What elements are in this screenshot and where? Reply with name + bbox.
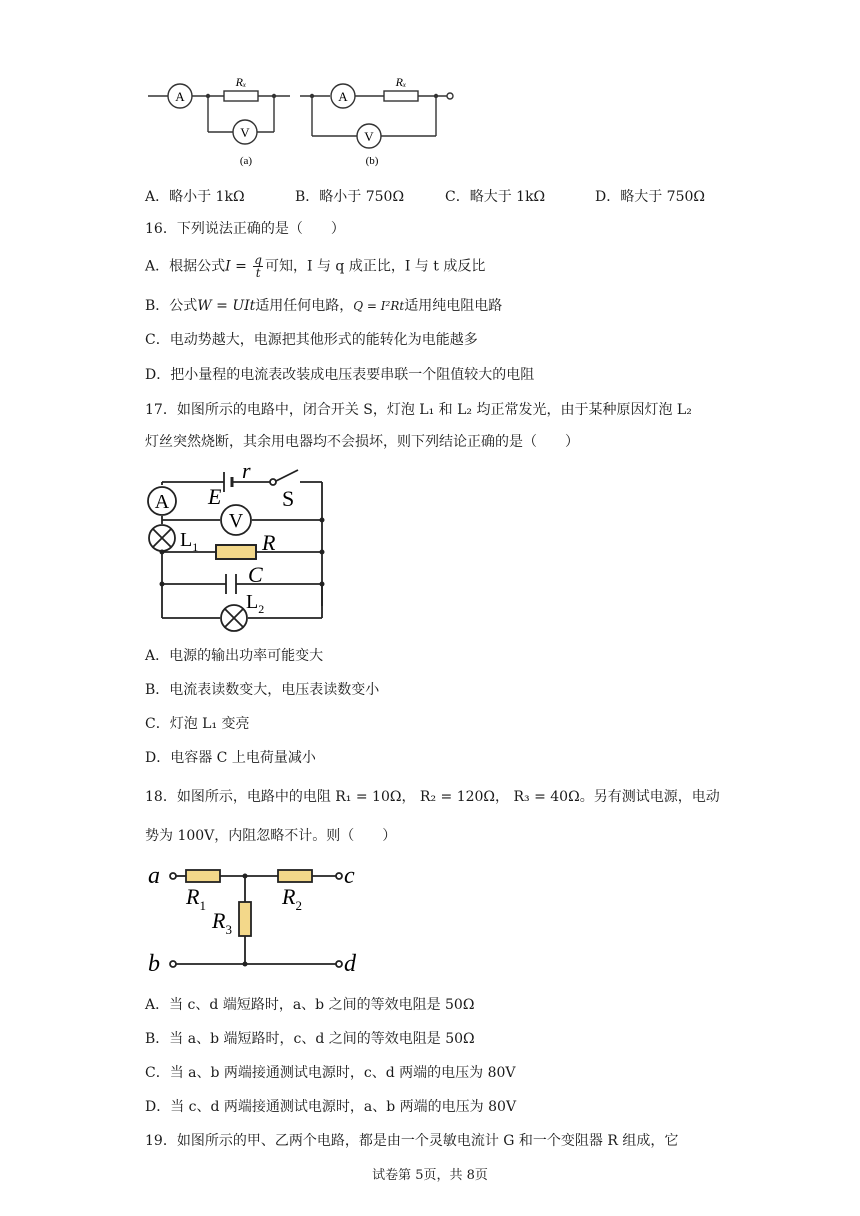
q15-option-d: D．略大于 750Ω (595, 189, 706, 205)
q16-option-c: C．电动势越大，电源把其他形式的能转化为电能越多 (145, 332, 478, 348)
q17-option-c: C．灯泡 L₁ 变亮 (145, 716, 250, 732)
q17-option-d: D．电容器 C 上电荷量减小 (145, 750, 316, 766)
q17-stem-line1: 17．如图所示的电路中，闭合开关 S，灯泡 L₁ 和 L₂ 均正常发光，由于某种原因灯泡 L₂ (145, 402, 692, 418)
voltmeter-b-label: V (364, 129, 374, 144)
terminal-a-label: a (148, 863, 160, 889)
resistor-r-label: R (262, 530, 276, 555)
q18-stem-line2: 势为 100V，内阻忽略不计。则（ ） (145, 828, 397, 844)
resistor-r3-label: $R_3$ (212, 908, 232, 937)
resistor-r1-label: $R_1$ (186, 884, 206, 913)
ammeter-a-label: A (175, 89, 185, 104)
q15-option-a: A．略小于 1kΩ (145, 189, 245, 205)
figure-label-b: (b) (365, 155, 379, 167)
voltmeter-label: V (228, 510, 244, 532)
q18-stem-line1: 18．如图所示，电路中的电阻 R₁ = 10Ω， R₂ = 120Ω， R₃ = 40Ω。另有测试电源，电动 (145, 789, 720, 805)
figure-17-circuit (140, 458, 340, 636)
q18-option-a: A．当 c、d 端短路时，a、b 之间的等效电阻是 50Ω (145, 997, 475, 1013)
switch-label: S (282, 486, 295, 511)
internal-resistance-label: r (242, 458, 251, 483)
q16-stem: 16．下列说法正确的是（ ） (145, 221, 345, 237)
page-footer: 试卷第 5页，共 8页 (372, 1168, 488, 1183)
q17-option-b: B．电流表读数变大，电压表读数变小 (145, 682, 380, 698)
q16-option-b: B．公式W = UIt适用任何电路，Q = I²Rt适用纯电阻电路 (145, 298, 503, 314)
emf-label: E (208, 484, 222, 509)
voltmeter-a-label: V (240, 125, 250, 140)
terminal-d-label: d (344, 951, 356, 977)
resistor-a-label: Rₓ (235, 75, 247, 89)
resistor-r2-label: $R_2$ (282, 884, 302, 913)
capacitor-label: C (248, 562, 263, 587)
q17-stem-line2: 灯丝突然烧断，其余用电器均不会损坏，则下列结论正确的是（ ） (145, 434, 579, 450)
figure-15-circuits (140, 66, 470, 174)
q17-option-a: A．电源的输出功率可能变大 (145, 648, 324, 664)
figure-18-circuit (140, 856, 370, 982)
q16-option-d: D．把小量程的电流表改装成电压表要串联一个阻值较大的电阻 (145, 367, 535, 383)
ammeter-label: A (154, 491, 170, 513)
q15-option-b: B．略小于 750Ω (295, 189, 405, 205)
q18-option-b: B．当 a、b 端短路时，c、d 之间的等效电阻是 50Ω (145, 1031, 475, 1047)
figure-label-a: (a) (239, 155, 253, 167)
resistor-b-label: Rₓ (395, 75, 407, 89)
lamp-l2-label: $L_2$ (246, 591, 265, 616)
q18-option-d: D．当 c、d 两端接通测试电源时，a、b 两端的电压为 80V (145, 1099, 517, 1115)
q19-stem-line1: 19．如图所示的甲、乙两个电路，都是由一个灵敏电流计 G 和一个变阻器 R 组成，它 (145, 1133, 679, 1149)
terminal-c-label: c (344, 863, 355, 889)
terminal-b-label: b (148, 951, 160, 977)
q18-option-c: C．当 a、b 两端接通测试电源时，c、d 两端的电压为 80V (145, 1065, 516, 1081)
q16-option-a: A．根据公式I = $\frac{q}{t}$ 可知，I 与 q 成正比，I 与 t 成反比 (145, 253, 486, 280)
lamp-l1-label: $L_1$ (180, 529, 199, 554)
q15-option-c: C．略大于 1kΩ (445, 189, 546, 205)
ammeter-b-label: A (338, 89, 348, 104)
